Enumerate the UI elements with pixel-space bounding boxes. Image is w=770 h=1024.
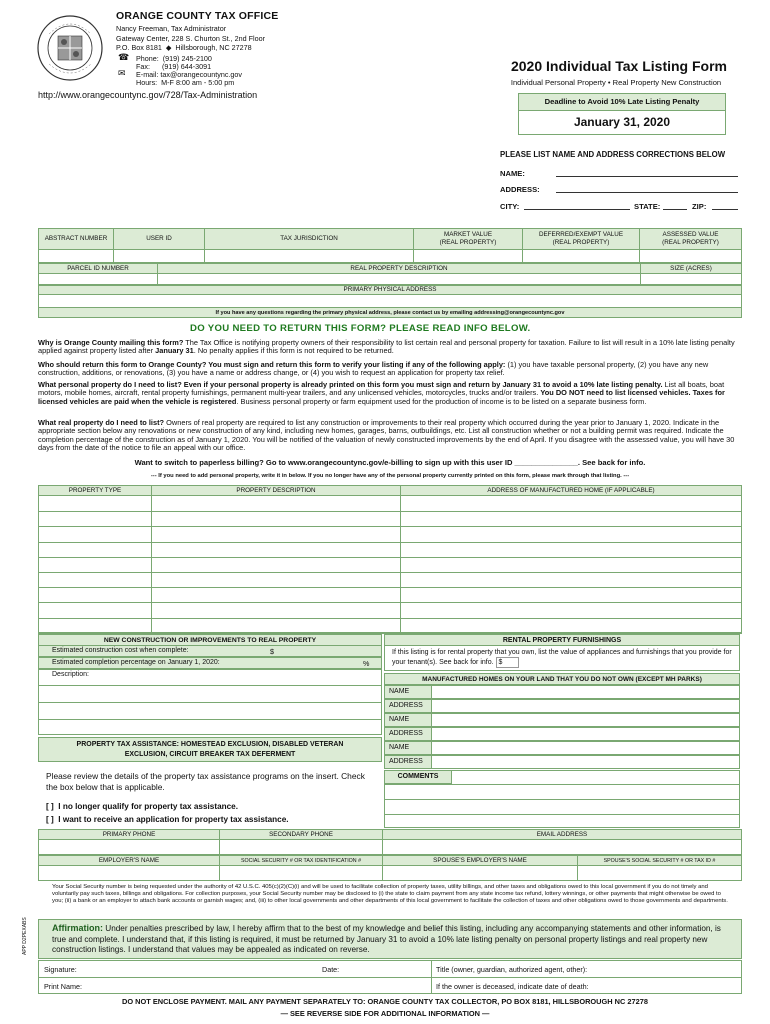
mh-address-label: ADDRESS [384,755,432,769]
see-reverse-notice: — SEE REVERSE SIDE FOR ADDITIONAL INFORMATION — [280,1009,490,1018]
corr-address-label: ADDRESS: [500,185,540,194]
date-field[interactable] [346,961,428,976]
col-real-property-description: REAL PROPERTY DESCRIPTION [157,263,641,274]
info-paragraph-2: Who should return this form to Orange County? You must sign and return this form to verify your listing if any of the following apply: (1) you have taxable personal property, (2) you have any new construction, additions, or renovations, (3) you have a name or address change, or (4) you wish to request an application for property tax relief. [38,360,709,378]
signature-field[interactable] [100,961,310,976]
administrator: Nancy Freeman, Tax Administrator [116,24,227,33]
print-name-field[interactable] [100,978,428,993]
personal-property-row[interactable] [38,557,742,558]
corr-address-field[interactable] [556,192,738,193]
col-property-description: PROPERTY DESCRIPTION [151,485,401,496]
signature-label: Signature: [44,965,77,974]
tax-assistance-title: PROPERTY TAX ASSISTANCE: HOMESTEAD EXCLUSION, DISABLED VETERAN EXCLUSION, CIRCUIT BREAKER TAX DEFERMENT [38,737,382,762]
mh-name-row[interactable] [384,713,740,727]
col-primary-physical-address: PRIMARY PHYSICAL ADDRESS [38,285,742,295]
col-email-address: EMAIL ADDRESS [382,829,742,840]
office-name: ORANGE COUNTY TAX OFFICE [116,10,279,22]
rental-furnishings-title: RENTAL PROPERTY FURNISHINGS [384,634,740,646]
info-paragraph-3: What personal property do I need to list? Even if your personal property is already printed on this form you must sign and return by January 31 to avoid a 10% late listing penalty. List all boats, boat motors, mobile homes, aircraft, rental property furnishings, permanent multi-year trailers, and any unlicensed vehicles, motorcycles, trucks and/or trailers. You DO NOT need to list licensed vehicles. Taxes for licensed vehicles are paid when the vehicle is registered. Business personal property or farm equipment used for the production of income is to be listed on a separate business form. [38,380,725,406]
mh-address-label: ADDRESS [384,727,432,741]
corr-state-label: STATE: [634,202,661,211]
new-construction-title: NEW CONSTRUCTION OR IMPROVEMENTS TO REAL PROPERTY [38,634,382,646]
col-assessed-value: ASSESSED VALUE (REAL PROPERTY) [639,228,742,250]
phone-email-row[interactable] [38,839,742,855]
hours-row: Hours: M-F 8:00 am - 5:00 pm [136,78,235,87]
website-url[interactable]: http://www.orangecountync.gov/728/Tax-Administration [38,90,258,100]
assistance-review-text: Please review the details of the property tax assistance programs on the insert. Check the box below that is applicable. [46,771,365,792]
personal-property-row[interactable] [38,511,742,512]
form-subtitle: Individual Personal Property • Real Property New Construction [510,78,722,87]
deadline-date: January 31, 2020 [518,111,726,135]
summary-row[interactable] [38,249,742,263]
paperless-billing: Want to switch to paperless billing? Go to www.orangecountync.gov/e-billing to sign up with this user ID _______________. See back for info. [134,458,646,467]
personal-property-row[interactable] [38,618,742,619]
email-row: E-mail: tax@orangecountync.gov [136,70,242,79]
col-size-acres: SIZE (ACRES) [640,263,742,274]
comments-label: COMMENTS [384,770,452,784]
col-secondary-phone: SECONDARY PHONE [219,829,383,840]
manufactured-homes-title: MANUFACTURED HOMES ON YOUR LAND THAT YOU DO NOT OWN (EXCEPT MH PARKS) [384,673,740,685]
parcel-row[interactable] [38,273,742,285]
col-parcel-id: PARCEL ID NUMBER [38,263,158,274]
payment-notice: DO NOT ENCLOSE PAYMENT. MAIL ANY PAYMENT SEPARATELY TO: ORANGE COUNTY TAX COLLECTOR, PO BOX 8181, HILLSBOROUGH NC 27278 [122,997,648,1006]
mh-name-label: NAME [384,685,432,699]
col-ssn: SOCIAL SECURITY # OR TAX IDENTIFICATION # [219,855,383,866]
col-deferred-value: DEFERRED/EXEMPT VALUE (REAL PROPERTY) [522,228,640,250]
personal-property-row[interactable] [38,572,742,573]
county-seal-icon [36,14,104,82]
info-heading: DO YOU NEED TO RETURN THIS FORM? PLEASE READ INFO BELOW. [190,323,531,334]
no-longer-qualify-option[interactable]: [ ] I no longer qualify for property tax assistance. [46,802,239,811]
ssn-notice: Your Social Security number is being requested under the authority of 42 U.S.C. 405(c)(2)(C)(i) and will be used to facilitate collection of property taxes, utility billings, and other taxes and obligations owed to this local government if you do not timely and voluntarily pay such taxes, billings and obligations. For collection purposes, your Social Security number may be disclosed to (i) the state to claim payment from any state income tax refund, lottery winnings, or other payments that might otherwise be owed to you; (ii) a bank or an employer to attach bank accounts or garnish wages; and, (iii) to other local governments and other departments of this local government to facilitate the collection of taxes and other obligations owed to those governments and departments. [52,884,728,904]
personal-property-row[interactable] [38,526,742,527]
employer-ssn-row[interactable] [38,865,742,881]
personal-property-table [38,485,742,633]
mh-name-row[interactable] [384,685,740,699]
print-name-label: Print Name: [44,982,82,991]
envelope-icon: ✉ [118,68,126,78]
phone-icon: ☎ [118,52,130,62]
mh-address-row[interactable] [384,727,740,741]
corrections-title: PLEASE LIST NAME AND ADDRESS CORRECTIONS BELOW [500,150,726,159]
fax-row: Fax: (919) 644-3091 [136,62,212,71]
date-of-death-label: If the owner is deceased, indicate date of death: [436,982,589,991]
mh-name-row[interactable] [384,741,740,755]
bullet-icon: ◆ [163,43,174,52]
corr-state-field[interactable] [663,209,687,210]
rental-value-field[interactable]: $ [496,657,520,668]
col-market-value: MARKET VALUE (REAL PROPERTY) [413,228,523,250]
col-primary-phone: PRIMARY PHONE [38,829,220,840]
mh-address-label: ADDRESS [384,699,432,713]
corr-city-label: CITY: [500,202,520,211]
col-employer-name: EMPLOYER'S NAME [38,855,220,866]
rental-furnishings-text: If this listing is for rental property that you own, list the value of appliances and furnishings that you provide for your tenant(s). See back for info. $ [392,648,734,668]
personal-property-note: --- If you need to add personal property, write it in below. If you no longer have any of the personal property currently printed on this form, please mark through that listing. --- [150,473,630,479]
affirmation-text: Affirmation: Under penalties prescribed by law, I hereby affirm that to the best of my knowledge and belief this listing, including any accompanying statements and other information, is true and complete. I understand that, if this listing is required, it must be returned by January 31 to avoid a 10% late listing penalty on personal property listings and real property new construction listings. I understand that values may be appealed as indicated on reverse. [52,923,721,954]
mh-address-row[interactable] [384,755,740,769]
office-address-1: Gateway Center, 228 S. Churton St., 2nd Floor [116,34,266,43]
col-tax-jurisdiction: TAX JURISDICTION [204,228,414,250]
corr-city-field[interactable] [524,209,630,210]
mh-name-label: NAME [384,713,432,727]
personal-property-row[interactable] [38,542,742,543]
corr-name-field[interactable] [556,176,738,177]
personal-property-row[interactable] [38,602,742,603]
corr-zip-label: ZIP: [692,202,707,211]
completion-pct-symbol: % [363,659,370,668]
primary-address-row[interactable] [38,294,742,308]
want-application-checkbox[interactable]: [ ] [46,815,54,824]
col-user-id: USER ID [113,228,205,250]
personal-property-row[interactable] [38,587,742,588]
title-label: Title (owner, guardian, authorized agent, other): [436,965,588,974]
col-property-type: PROPERTY TYPE [38,485,152,496]
city-state: Hillsborough, NC 27278 [175,43,252,52]
col-spouse-ssn: SPOUSE'S SOCIAL SECURITY # OR TAX ID # [577,855,742,866]
col-spouse-employer: SPOUSE'S EMPLOYER'S NAME [382,855,578,866]
date-of-death-field[interactable] [618,978,740,993]
deadline-label: Deadline to Avoid 10% Late Listing Penalty [518,93,726,111]
col-abstract-number: ABSTRACT NUMBER [38,228,114,250]
corr-zip-field[interactable] [712,209,738,210]
form-code: APP D2PEXABS [22,917,28,955]
phone-row: Phone: (919) 245-2100 [136,54,212,63]
col-manufactured-home-address: ADDRESS OF MANUFACTURED HOME (IF APPLICABLE) [400,485,742,496]
info-paragraph-4: What real property do I need to list? Owners of real property are required to list any construction or improvements to their real property which occurred during the year prior to January 1, 2020. Indicate in the appropriate section below any renovations or new construction of any kind, including new homes, garages, barns, outbuildings, etc. List all construction whether or not a building permit was required. Indicate the completion percentage of the construction as of January 1, 2020. You will be notified of the valuation of newly constructed improvements by the end of April. If you disagree with the assessed value, you will have 30 days from the date of the notice to file an appeal with our office. [38,418,735,453]
office-address-2 [116,43,252,52]
mh-address-row[interactable] [384,699,740,713]
mh-name-label: NAME [384,741,432,755]
want-application-option[interactable]: [ ] I want to receive an application for property tax assistance. [46,815,289,824]
construction-description-label: Description: [52,671,89,678]
construction-cost-label: Estimated construction cost when complete: [52,647,189,654]
info-paragraph-1: Why is Orange County mailing this form? The Tax Office is notifying property owners of their responsibility to list certain real and personal property for taxation. Failure to list will result in a 10% late listing penalty applied against property listed after January 31. No penalty applies if this form is not required to be returned. [38,338,735,356]
corr-name-label: NAME: [500,169,525,178]
po-box: P.O. Box 8181 [116,43,162,52]
no-longer-qualify-checkbox[interactable]: [ ] [46,802,54,811]
title-field[interactable] [614,961,740,976]
construction-cost-dollar: $ [270,647,274,656]
form-title: 2020 Individual Tax Listing Form [510,58,727,74]
email-link[interactable]: tax@orangecountync.gov [160,70,242,79]
completion-pct-label: Estimated completion percentage on January 1, 2020: [52,659,220,666]
date-label: Date: [322,965,340,974]
address-question-note: If you have any questions regarding the primary physical address, please contact us by emailing addressing@orangecountync.gov [38,307,742,318]
